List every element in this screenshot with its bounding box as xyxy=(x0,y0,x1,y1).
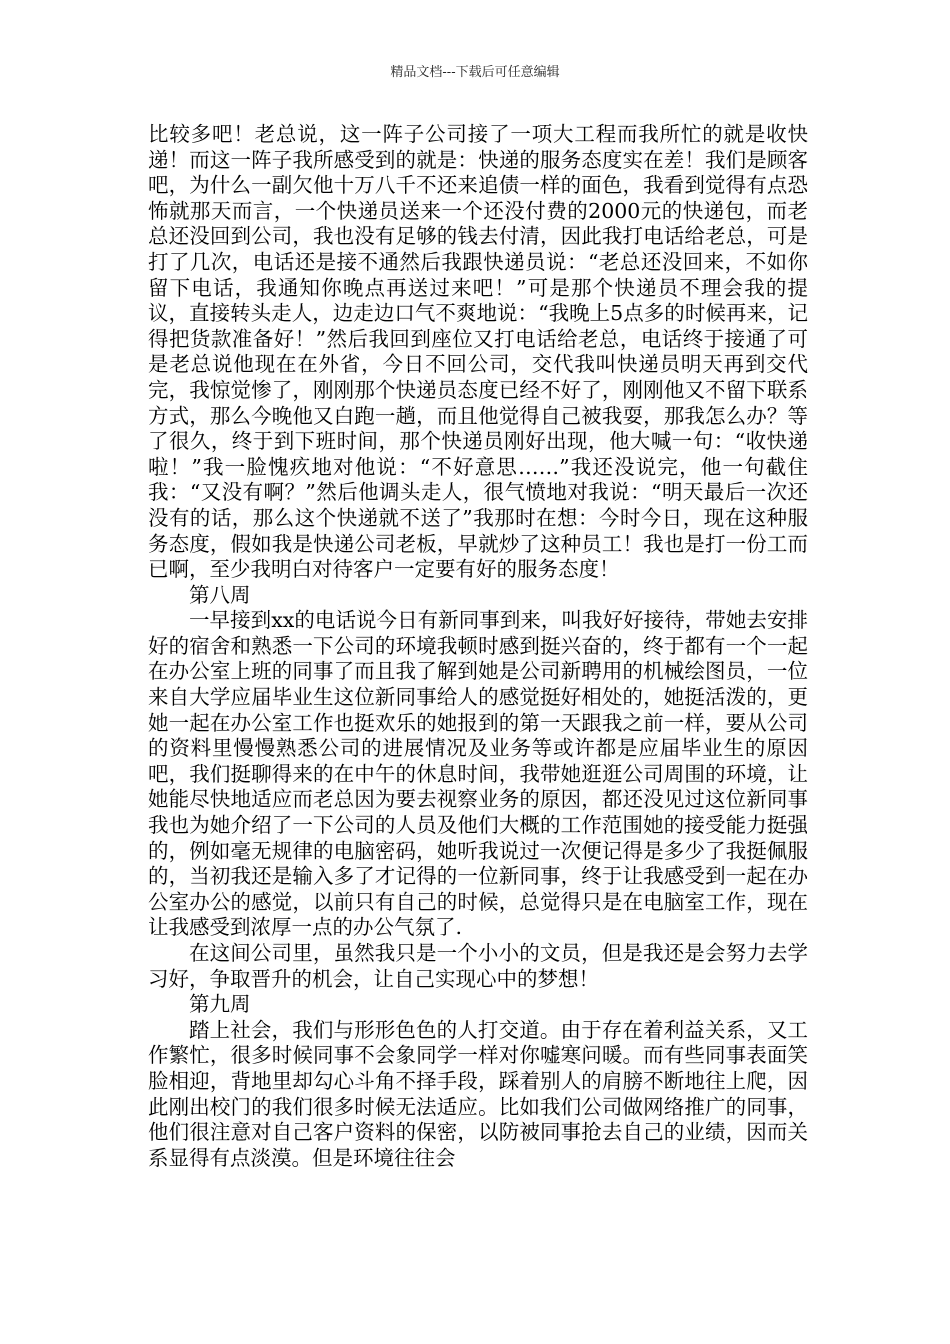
paragraph-courier-story: 比较多吧！老总说，这一阵子公司接了一项大工程而我所忙的就是收快递！而这一阵子我所感受到的就是：快递的服务态度实在差！我们是顾客吧，为什么一副欠他十万八千不还来追债一样的面色，我看到觉得有点恐怖就那天而言，一个快递员送来一个还没付费的2000元的快递包，而老总还没回到公司，我也没有足够的钱去付清，因此我打电话给老总，可是打了几次，电话还是接不通然后我跟快递员说：“老总还没回来，不如你留下电话，我通知你晚点再送过来吧！”可是那个快递员不理会我的提议，直接转头走人，边走边口气不爽地说：“我晚上5点多的时候再来，记得把货款准备好！”然后我回到座位又打电话给老总，电话终于接通了可是老总说他现在在外省，今日不回公司，交代我叫快递员明天再到交代完，我惊觉惨了，刚刚那个快递员态度已经不好了，刚刚他又不留下联系方式，那么今晚他又白跑一趟，而且他觉得自己被我耍，那我怎么办？等了很久，终于到下班时间，那个快递员刚好出现，他大喊一句：“收快递啦！”我一脸愧疚地对他说：“不好意思……”我还没说完，他一句截住我：“又没有啊？”然后他调头走人，很气愤地对我说：“明天最后一次还没有的话，那么这个快递就不送了”我那时在想：今时今日，现在这种服务态度，假如我是快递公司老板，早就炒了这种员工！我也是打一份工而已啊，至少我明白对待客户一定要有好的服务态度！ xyxy=(148,122,808,582)
page-header: 精品文档---下载后可任意编辑 xyxy=(390,65,560,80)
section-heading-week-9: 第九周 xyxy=(189,992,251,1017)
paragraph-goals: 在这间公司里，虽然我只是一个小小的文员，但是我还是会努力去学习好，争取晋升的机会，让自己实现心中的梦想！ xyxy=(148,941,808,991)
paragraph-society: 踏上社会，我们与形形色色的人打交道。由于存在着利益关系，又工作繁忙，很多时候同事不会象同学一样对你嘘寒问暖。而有些同事表面笑脸相迎，背地里却勾心斗角不择手段，踩着别人的肩膀不断地往上爬，因此刚出校门的我们很多时候无法适应。比如我们公司做网络推广的同事，他们很注意对自己客户资料的保密，以防被同事抢去自己的业绩，因而关系显得有点淡漠。但是环境往往会 xyxy=(148,1017,808,1170)
section-heading-week-8: 第八周 xyxy=(189,582,251,607)
paragraph-new-colleague: 一早接到xx的电话说今日有新同事到来，叫我好好接待，带她去安排好的宿舍和熟悉一下公司的环境我顿时感到挺兴奋的，终于都有一个一起在办公室上班的同事了而且我了解到她是公司新聘用的机械绘图员，一位来自大学应届毕业生这位新同事给人的感觉挺好相处的，她挺活泼的，更她一起在办公室工作也挺欢乐的她报到的第一天跟我之前一样，要从公司的资料里慢慢熟悉公司的进展情况及业务等或许都是应届毕业生的原因吧，我们挺聊得来的在中午的休息时间，我带她逛逛公司周围的环境，让她能尽快地适应而老总因为要去视察业务的原因，都还没见过这位新同事我也为她介绍了一下公司的人员及他们大概的工作范围她的接受能力挺强的，例如毫无规律的电脑密码，她听我说过一次便记得是多少了我挺佩服的，当初我还是输入多了才记得的一位新同事，终于让我感受到一起在办公室办公的感觉，以前只有自己的时候，总觉得只是在电脑室工作，现在让我感受到浓厚一点的办公气氛了. xyxy=(148,608,808,940)
document-body xyxy=(148,122,808,1171)
